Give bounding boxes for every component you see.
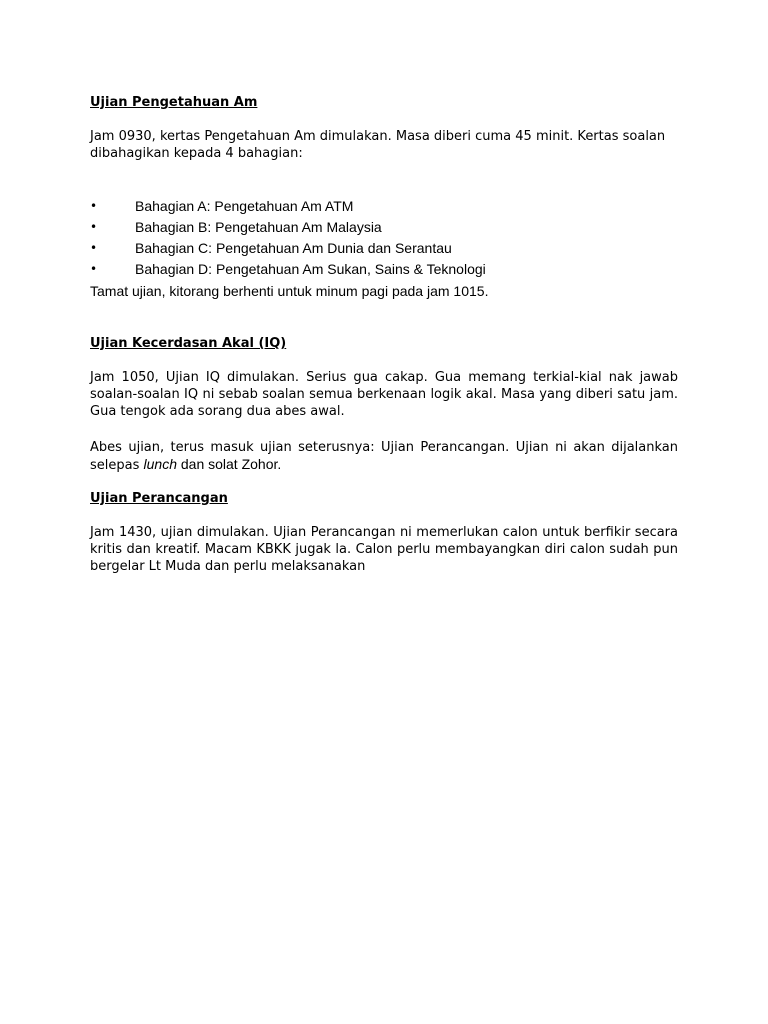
list-item	[90, 240, 678, 257]
paragraph-iq: Jam 1050, Ujian IQ dimulakan. Serius gua cakap. Gua memang terkial-kial nak jawab soalan-soalan IQ ni sebab soalan semua berkenaan logik akal. Masa yang diberi satu jam. Gua tengok ada sorang dua abes awal.	[90, 370, 678, 419]
list-item-text: Bahagian D: Pengetahuan Am Sukan, Sains & Teknologi	[135, 261, 486, 277]
bullet-icon: •	[90, 241, 98, 255]
paragraph-lunch-start: Abes ujian, terus masuk ujian seterusnya: Ujian Perancangan. Ujian ni akan dijalankan selepas	[90, 440, 678, 473]
section-heading-pengetahuan-am: Ujian Pengetahuan Am	[90, 95, 258, 110]
paragraph-lunch-italic: lunch	[143, 456, 177, 472]
bullet-icon: •	[90, 220, 98, 234]
section-heading-iq: Ujian Kecerdasan Akal (IQ)	[90, 336, 287, 351]
paragraph-lunch-end: dan solat Zohor.	[176, 456, 282, 472]
list-item	[90, 261, 678, 278]
list-item-text: Bahagian A: Pengetahuan Am ATM	[135, 198, 354, 214]
list-item	[90, 198, 678, 215]
paragraph-outro: Tamat ujian, kitorang berhenti untuk minum pagi pada jam 1015.	[90, 283, 489, 299]
bullet-icon: •	[90, 262, 98, 276]
list-item-text: Bahagian C: Pengetahuan Am Dunia dan Serantau	[135, 240, 452, 256]
bullet-icon: •	[90, 199, 98, 213]
paragraph-perancangan: Jam 1430, ujian dimulakan. Ujian Perancangan ni memerlukan calon untuk berfikir secara kritis dan kreatif. Macam KBKK jugak la. Calon perlu membayangkan diri calon sudah pun bergelar Lt Muda dan perlu melaksanakan	[90, 525, 678, 574]
paragraph-intro: Jam 0930, kertas Pengetahuan Am dimulakan. Masa diberi cuma 45 minit. Kertas soalan dibahagikan kepada 4 bahagian:	[90, 129, 666, 161]
list-item	[90, 219, 678, 236]
paragraph-lunch	[90, 439, 678, 474]
section-heading-perancangan: Ujian Perancangan	[90, 491, 228, 506]
list-item-text: Bahagian B: Pengetahuan Am Malaysia	[135, 219, 382, 235]
